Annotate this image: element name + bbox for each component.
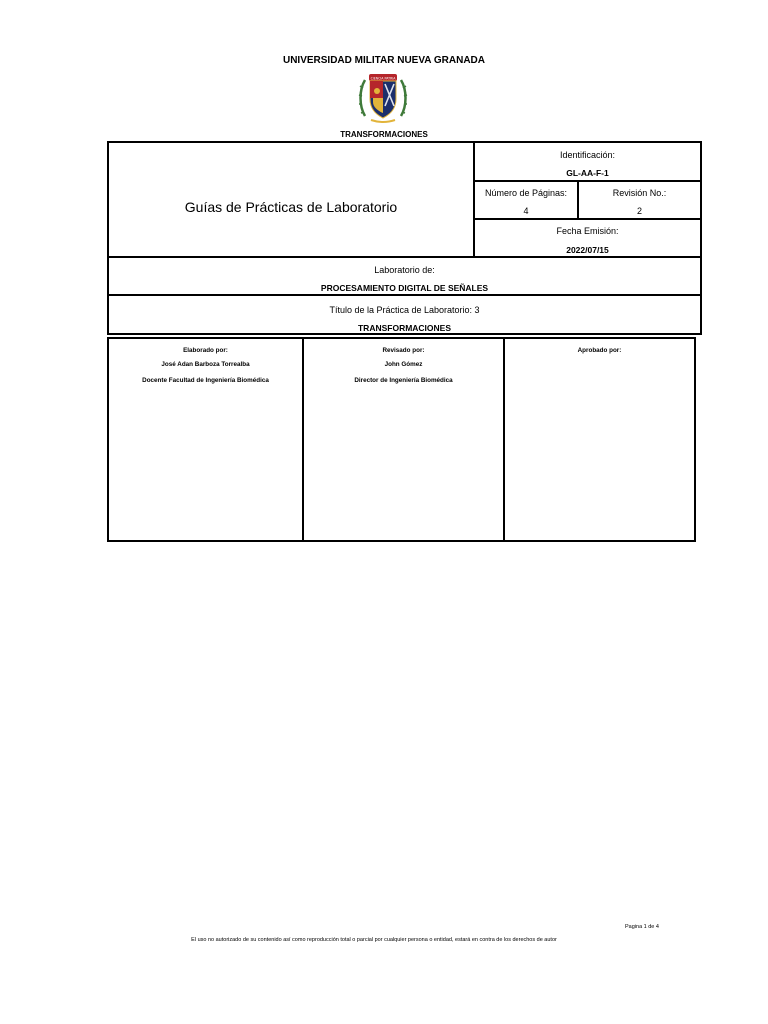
revision-label: Revisión No.:: [612, 188, 667, 198]
laboratorio-value: PROCESAMIENTO DIGITAL DE SEÑALES: [320, 283, 489, 293]
document-title: Guías de Prácticas de Laboratorio: [184, 199, 398, 215]
practica-value: TRANSFORMACIONES: [357, 323, 452, 333]
practica-cell: [107, 294, 702, 335]
paginas-value: 4: [523, 206, 529, 216]
aprobado-label: Aprobado por:: [577, 347, 622, 354]
main-title-cell: [107, 141, 475, 258]
revision-cell: [577, 180, 702, 220]
page-indicator: Pagina 1 de 4: [625, 924, 659, 930]
identificacion-value: GL-AA-F-1: [566, 168, 609, 178]
revisado-label: Revisado por:: [382, 347, 425, 354]
paginas-label: Número de Páginas:: [484, 188, 568, 198]
university-crest-icon: [357, 68, 409, 124]
identificacion-cell: [473, 141, 702, 182]
section-title: TRANSFORMACIONES: [340, 130, 428, 139]
elaborado-name: José Adan Barboza Torrealba: [161, 361, 250, 368]
fecha-cell: [473, 218, 702, 258]
elaborado-role: Docente Facultad de Ingeniería Biomédica: [142, 377, 269, 384]
aprobado-column: [505, 339, 694, 540]
revisado-column: [304, 339, 505, 540]
revision-value: 2: [636, 206, 642, 216]
paginas-cell: [473, 180, 579, 220]
revisado-name: John Gómez: [384, 361, 423, 368]
practica-label: Título de la Práctica de Laboratorio: 3: [329, 305, 480, 315]
elaborado-column: [109, 339, 304, 540]
identificacion-label: Identificación:: [559, 150, 616, 160]
copyright-notice: El uso no autorizado de su contenido así como reproducción total o parcial por cualquier persona o entidad, estará en contra de los derechos de autor: [191, 937, 557, 943]
signatures-table: [107, 337, 696, 542]
elaborado-label: Elaborado por:: [183, 347, 228, 354]
crest-motto: CIENCIA PATRIA: [370, 76, 396, 81]
fecha-value: 2022/07/15: [566, 245, 609, 255]
revisado-role: Director de Ingeniería Biomédica: [354, 377, 453, 384]
university-name: UNIVERSIDAD MILITAR NUEVA GRANADA: [282, 55, 486, 66]
fecha-label: Fecha Emisión:: [556, 226, 619, 236]
laboratorio-label: Laboratorio de:: [374, 265, 435, 275]
laboratorio-cell: [107, 256, 702, 296]
